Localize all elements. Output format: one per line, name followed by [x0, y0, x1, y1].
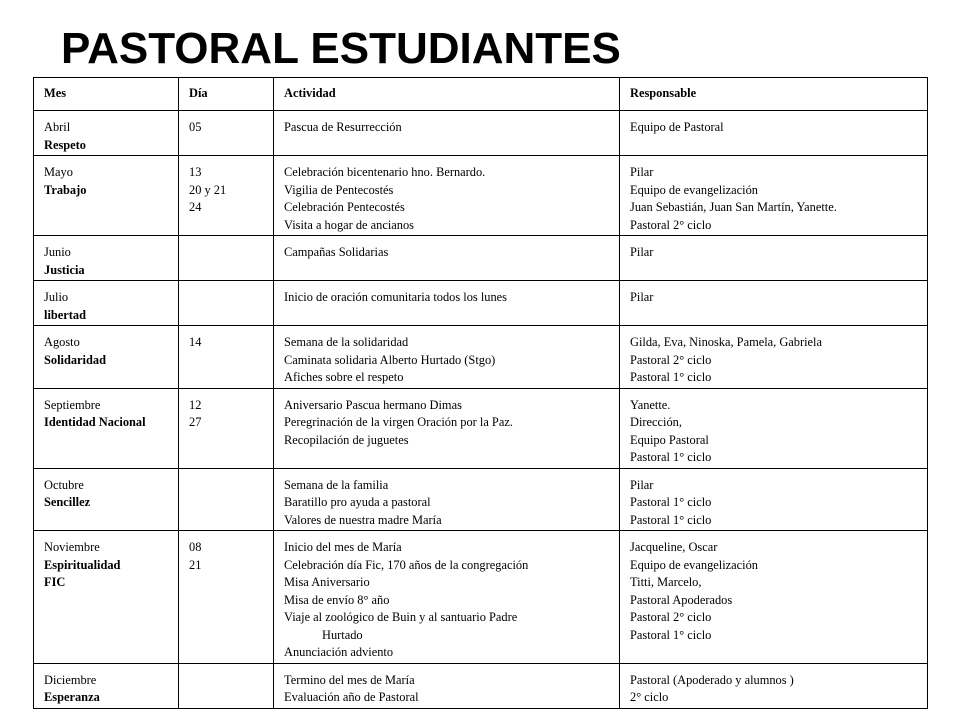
cell-actividad — [274, 281, 620, 326]
activity-line: Misa de envío 8° año — [284, 592, 390, 607]
cell-responsable — [620, 236, 928, 281]
table-body — [34, 111, 928, 709]
activity-line: Hurtado — [322, 627, 363, 642]
responsible-line: Titti, Marcelo, — [630, 575, 702, 589]
responsible-line: Pilar — [630, 290, 654, 304]
cell-responsable — [620, 468, 928, 531]
cell-actividad — [274, 156, 620, 236]
table-row — [34, 156, 928, 236]
day-value: 13 — [189, 165, 202, 179]
responsible-line: 2° ciclo — [630, 690, 669, 704]
day-value: 12 — [189, 397, 202, 412]
cell-mes — [34, 236, 179, 281]
header-responsable: Responsable — [620, 78, 928, 111]
cell-actividad — [274, 663, 620, 708]
responsible-line: Equipo de Pastoral — [630, 120, 724, 134]
activity-line: Celebración día Fic, 170 años de la congregación — [284, 557, 529, 572]
month-name: Junio — [44, 245, 71, 259]
month-theme: Esperanza — [44, 690, 100, 704]
activity-line: Pascua de Resurrección — [284, 120, 402, 134]
responsible-line: Pilar — [630, 165, 654, 179]
activity-line: Misa Aniversario — [284, 575, 370, 589]
responsible-line: Juan Sebastián, Juan San Martín, Yanette. — [630, 200, 837, 214]
table-row — [34, 663, 928, 708]
activity-line: Aniversario Pascua hermano Dimas — [284, 397, 462, 412]
responsible-line: Pastoral 2° ciclo — [630, 217, 712, 232]
month-theme: Trabajo — [44, 182, 87, 197]
responsible-line: Pastoral 1° ciclo — [630, 370, 712, 384]
day-value: 08 — [189, 540, 202, 554]
activity-line: Baratillo pro ayuda a pastoral — [284, 495, 431, 509]
responsible-line: Dirección, — [630, 415, 682, 429]
activity-line: Recopilación de juguetes — [284, 432, 409, 447]
cell-dia — [179, 236, 274, 281]
month-theme: Espiritualidad — [44, 557, 121, 572]
cell-dia — [179, 388, 274, 468]
activity-line: Afiches sobre el respeto — [284, 370, 404, 384]
cell-mes — [34, 326, 179, 389]
cell-dia — [179, 156, 274, 236]
cell-mes — [34, 156, 179, 236]
activity-line: Vigilia de Pentecostés — [284, 182, 394, 197]
month-theme: Sencillez — [44, 495, 91, 509]
cell-responsable — [620, 663, 928, 708]
month-name: Mayo — [44, 165, 73, 179]
responsible-line: Pilar — [630, 477, 654, 492]
table-row — [34, 111, 928, 156]
activity-line: Inicio del mes de María — [284, 540, 402, 554]
cell-responsable — [620, 531, 928, 664]
responsible-line: Pastoral 1° ciclo — [630, 495, 712, 509]
cell-responsable — [620, 326, 928, 389]
cell-actividad — [274, 326, 620, 389]
activity-line: Viaje al zoológico de Buin y al santuario Padre — [284, 610, 518, 624]
table-row — [34, 236, 928, 281]
responsible-line: Gilda, Eva, Ninoska, Pamela, Gabriela — [630, 335, 822, 349]
responsible-line: Pastoral (Apoderado y alumnos ) — [630, 672, 794, 687]
table-header-row — [34, 78, 928, 111]
responsible-line: Pastoral 1° ciclo — [630, 450, 712, 464]
cell-responsable — [620, 156, 928, 236]
table-row — [34, 468, 928, 531]
activity-line: Peregrinación de la virgen Oración por la Paz. — [284, 415, 513, 429]
month-name: Octubre — [44, 477, 84, 492]
cell-dia — [179, 663, 274, 708]
month-theme: Solidaridad — [44, 352, 106, 367]
month-theme-secondary: FIC — [44, 575, 66, 589]
cell-actividad — [274, 388, 620, 468]
responsible-line: Jacqueline, Oscar — [630, 540, 718, 554]
month-theme: Respeto — [44, 137, 86, 152]
cell-responsable — [620, 281, 928, 326]
day-value: 21 — [189, 557, 202, 572]
activity-line: Visita a hogar de ancianos — [284, 217, 414, 232]
month-name: Noviembre — [44, 540, 100, 554]
month-theme: Justicia — [44, 262, 85, 277]
cell-dia — [179, 281, 274, 326]
cell-actividad — [274, 531, 620, 664]
responsible-line: Pastoral 2° ciclo — [630, 352, 712, 367]
responsible-line: Yanette. — [630, 397, 671, 412]
activity-line: Evaluación año de Pastoral — [284, 690, 419, 704]
month-name: Agosto — [44, 335, 80, 349]
responsible-line: Pastoral 1° ciclo — [630, 627, 712, 642]
cell-mes — [34, 663, 179, 708]
cell-responsable — [620, 388, 928, 468]
activity-line: Campañas Solidarias — [284, 245, 389, 259]
responsible-line: Equipo de evangelización — [630, 182, 758, 197]
month-name: Abril — [44, 120, 71, 134]
month-theme: Identidad Nacional — [44, 415, 146, 429]
cell-mes — [34, 388, 179, 468]
month-name: Julio — [44, 290, 69, 304]
responsible-line: Pastoral Apoderados — [630, 592, 733, 607]
table-row — [34, 326, 928, 389]
activity-line: Semana de la solidaridad — [284, 335, 409, 349]
day-value: 27 — [189, 415, 202, 429]
cell-dia — [179, 468, 274, 531]
day-value: 14 — [189, 335, 202, 349]
cell-actividad — [274, 468, 620, 531]
header-mes: Mes — [34, 78, 179, 111]
header-actividad: Actividad — [274, 78, 620, 111]
cell-mes — [34, 111, 179, 156]
cell-dia — [179, 531, 274, 664]
activity-line: Inicio de oración comunitaria todos los lunes — [284, 290, 507, 304]
activity-line: Termino del mes de María — [284, 672, 415, 687]
responsible-line: Pastoral 1° ciclo — [630, 512, 712, 527]
table-row — [34, 388, 928, 468]
page-title: PASTORAL ESTUDIANTES — [61, 24, 621, 73]
activity-line: Caminata solidaria Alberto Hurtado (Stgo) — [284, 352, 496, 367]
day-value: 05 — [189, 120, 202, 134]
cell-actividad — [274, 111, 620, 156]
table-row — [34, 281, 928, 326]
header-dia: Día — [179, 78, 274, 111]
responsible-line: Equipo Pastoral — [630, 432, 709, 447]
month-name: Septiembre — [44, 397, 101, 412]
cell-mes — [34, 281, 179, 326]
month-theme: libertad — [44, 307, 86, 322]
cell-responsable — [620, 111, 928, 156]
schedule-table — [33, 77, 928, 709]
activity-line: Celebración Pentecostés — [284, 200, 405, 214]
activity-line: Valores de nuestra madre María — [284, 512, 442, 527]
table-row — [34, 531, 928, 664]
day-value: 24 — [189, 200, 202, 214]
cell-dia — [179, 111, 274, 156]
month-name: Diciembre — [44, 672, 97, 687]
cell-actividad — [274, 236, 620, 281]
activity-line: Anunciación adviento — [284, 645, 394, 659]
cell-mes — [34, 468, 179, 531]
responsible-line: Pastoral 2° ciclo — [630, 610, 712, 624]
activity-line: Semana de la familia — [284, 477, 389, 492]
responsible-line: Equipo de evangelización — [630, 557, 758, 572]
day-value: 20 y 21 — [189, 182, 227, 197]
responsible-line: Pilar — [630, 245, 654, 259]
cell-dia — [179, 326, 274, 389]
activity-line: Celebración bicentenario hno. Bernardo. — [284, 165, 486, 179]
cell-mes — [34, 531, 179, 664]
